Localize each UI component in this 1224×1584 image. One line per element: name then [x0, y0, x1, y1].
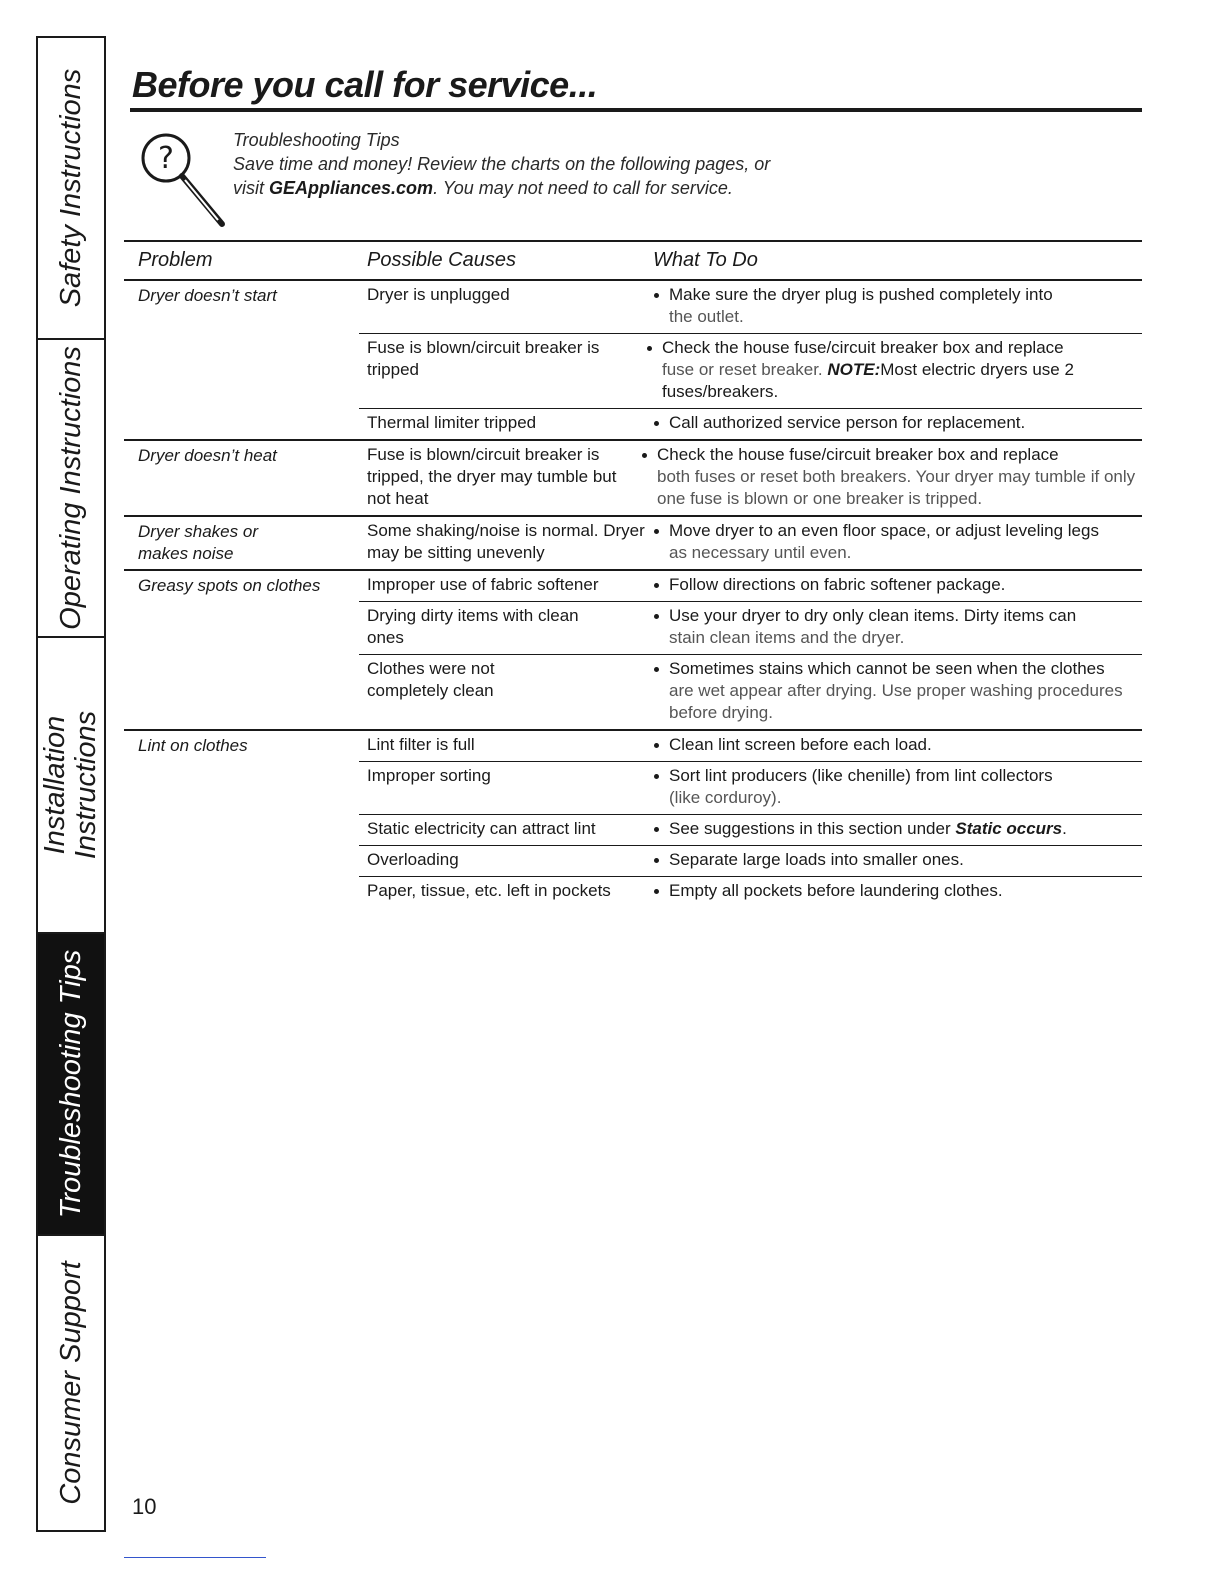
- table-row: [359, 571, 1142, 602]
- page-number: 10: [132, 1494, 157, 1519]
- cause-text: Improper sorting: [367, 766, 491, 785]
- problem-label: Greasy spots on clothes: [138, 576, 321, 595]
- cause-text: Static electricity can attract lint: [367, 819, 596, 838]
- table-row: [359, 441, 1142, 515]
- footer-link-rule: [124, 1557, 266, 1558]
- tab-troubleshooting-tips[interactable]: [38, 934, 104, 1236]
- todo-text: Use your dryer to dry only clean items. Dirty items can stain clean items and the dryer.: [651, 605, 1142, 649]
- cause-text: Improper use of fabric softener: [367, 575, 599, 594]
- table-row: [359, 762, 1142, 815]
- static-occurs-reference: Static occurs: [955, 819, 1063, 838]
- tab-label: Consumer Support: [55, 1261, 87, 1505]
- todo-text: Clean lint screen before each load.: [651, 734, 1142, 756]
- table-row: [359, 877, 1142, 907]
- table-row: [359, 846, 1142, 877]
- todo-text: Make sure the dryer plug is pushed completely into the outlet.: [651, 284, 1142, 328]
- problem-label: Dryer doesn’t heat: [138, 446, 277, 465]
- question-magnifier-icon: [138, 130, 228, 230]
- table-row: [359, 334, 1142, 409]
- problem-group: [124, 517, 1142, 571]
- table-row: [359, 731, 1142, 762]
- todo-text: Check the house fuse/circuit breaker box and replace fuse or reset breaker. NOTE:Most electric dryers use 2 fuses/breakers.: [644, 337, 1142, 403]
- todo-text: Sometimes stains which cannot be seen when the clothes are wet appear after drying. Use proper washing procedures before drying.: [651, 658, 1142, 724]
- title-divider: [130, 108, 1142, 112]
- header-causes: Possible Causes: [367, 249, 516, 271]
- table-row: [359, 602, 1142, 655]
- troubleshooting-tips-text: [233, 128, 933, 200]
- cause-text: Thermal limiter tripped: [367, 413, 537, 432]
- table-row: [359, 409, 1142, 439]
- table-row: [359, 517, 1142, 569]
- cause-text: Lint filter is full: [367, 735, 475, 754]
- problem-group: [124, 281, 1142, 441]
- table-row: [359, 281, 1142, 334]
- section-tabs: [36, 36, 106, 1532]
- todo-text: Separate large loads into smaller ones.: [651, 849, 1142, 871]
- tab-installation-instructions[interactable]: [38, 638, 104, 934]
- tab-consumer-support[interactable]: [38, 1236, 104, 1530]
- problem-group: [124, 571, 1142, 731]
- tips-line-1: Save time and money! Review the charts on the following pages, or: [233, 154, 771, 174]
- problem-label: Lint on clothes: [138, 736, 248, 755]
- problem-label: Dryer doesn’t start: [138, 286, 277, 305]
- tab-label: Troubleshooting Tips: [55, 949, 87, 1219]
- table-header: [124, 242, 1142, 281]
- troubleshooting-table: [124, 240, 1142, 907]
- todo-text: Check the house fuse/circuit breaker box and replace both fuses or reset both breakers. Your dryer may tumble if only one fuse is blown or one breaker is tripped.: [639, 444, 1142, 510]
- todo-text: Move dryer to an even floor space, or adjust leveling legs as necessary until even.: [651, 520, 1142, 564]
- svg-text:?: ?: [158, 141, 174, 176]
- cause-text: Paper, tissue, etc. left in pockets: [367, 881, 611, 900]
- tab-label: Safety Instructions: [55, 68, 87, 308]
- todo-text: Empty all pockets before laundering clothes.: [651, 880, 1142, 902]
- header-problem: Problem: [138, 249, 213, 271]
- cause-text: Fuse is blown/circuit breaker is tripped: [367, 338, 600, 379]
- todo-text: Follow directions on fabric softener package.: [651, 574, 1142, 596]
- cause-text: Clothes were not completely clean: [367, 659, 495, 700]
- todo-text: Call authorized service person for replacement.: [651, 412, 1142, 434]
- cause-text: Some shaking/noise is normal. Dryer may be sitting unevenly: [367, 521, 645, 562]
- page-title: Before you call for service...: [132, 64, 598, 105]
- tab-label: Installation Instructions: [39, 710, 102, 860]
- cause-text: Dryer is unplugged: [367, 285, 510, 304]
- problem-label: Dryer shakes or makes noise: [138, 522, 258, 563]
- cause-text: Overloading: [367, 850, 459, 869]
- table-row: [359, 655, 1142, 729]
- header-todo: What To Do: [653, 249, 758, 271]
- tips-heading: Troubleshooting Tips: [233, 130, 400, 150]
- cause-text: Fuse is blown/circuit breaker is tripped, the dryer may tumble but not heat: [367, 445, 617, 508]
- tab-safety-instructions[interactable]: [38, 38, 104, 340]
- cause-text: Drying dirty items with clean ones: [367, 606, 579, 647]
- tips-line-2: visit GEAppliances.com. You may not need to call for service.: [233, 178, 733, 198]
- problem-group: [124, 731, 1142, 907]
- tab-operating-instructions[interactable]: [38, 340, 104, 638]
- table-row: [359, 815, 1142, 846]
- tab-label: Operating Instructions: [55, 346, 87, 630]
- todo-text: See suggestions in this section under Static occurs.: [651, 818, 1142, 840]
- ge-appliances-link[interactable]: GEAppliances.com: [269, 178, 434, 198]
- problem-group: [124, 441, 1142, 517]
- todo-text: Sort lint producers (like chenille) from lint collectors (like corduroy).: [651, 765, 1142, 809]
